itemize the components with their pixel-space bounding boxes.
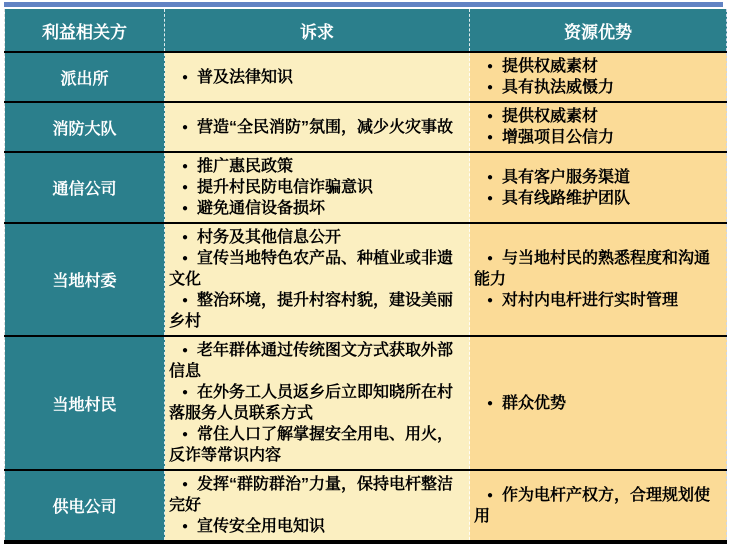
bullet-item — [169, 248, 465, 290]
bullet-item — [169, 340, 465, 382]
table-row — [5, 470, 727, 542]
table-row — [5, 152, 727, 223]
stakeholder-cell: 当地村委 — [5, 223, 165, 336]
bullet-icon: ● — [487, 397, 494, 409]
demands-cell — [165, 223, 470, 336]
bullet-item — [474, 485, 722, 527]
bullet-icon: ● — [487, 111, 494, 122]
demands-cell — [165, 336, 470, 470]
table-row — [5, 336, 727, 470]
bullet-item — [474, 56, 722, 77]
bullet-item-text: 具有线路维护团队 — [502, 189, 631, 207]
resources-cell — [470, 102, 727, 152]
top-accent-bar — [4, 2, 723, 7]
bullet-item-text: 村务及其他信息公开 — [197, 229, 342, 246]
bullet-icon: ● — [182, 232, 189, 243]
bullet-item — [169, 67, 465, 88]
bullet-item-text: 具有客户服务渠道 — [502, 168, 631, 186]
bullet-item — [474, 77, 722, 98]
bullet-item-text: 宣传安全用电知识 — [197, 518, 326, 535]
bullet-icon: ● — [182, 121, 189, 133]
table-frame — [4, 2, 727, 544]
bullet-item-text: 营造“全民消防”氛围，减少火灾事故 — [197, 118, 454, 136]
bullet-item — [474, 188, 722, 209]
bullet-item-text: 群众优势 — [502, 394, 567, 412]
resources-cell — [470, 52, 727, 102]
bullet-icon: ● — [182, 71, 189, 83]
bullet-item-text: 具有执法威慑力 — [502, 79, 615, 96]
bullet-item — [169, 227, 465, 248]
resources-cell — [470, 470, 727, 542]
bullet-item — [169, 156, 465, 177]
bullet-item-text: 提供权威素材 — [502, 108, 599, 125]
bullet-item-text: 常住人口了解掌握安全用电、用火，反诈等常识内容 — [169, 426, 454, 464]
bullet-item — [169, 177, 465, 198]
demands-cell — [165, 52, 470, 102]
stakeholder-cell: 当地村民 — [5, 336, 165, 470]
bullet-item-text: 提供权威素材 — [502, 58, 599, 75]
bullet-icon: ● — [487, 253, 494, 264]
bullet-icon: ● — [487, 489, 494, 501]
header-row — [5, 9, 727, 52]
bullet-item — [474, 290, 722, 311]
column-header-demands: 诉求 — [165, 9, 470, 52]
bullet-icon: ● — [182, 253, 189, 264]
bullet-item — [474, 248, 722, 290]
bullet-item-text: 整治环境，提升村容村貌，建设美丽乡村 — [169, 292, 454, 330]
bullet-item-text: 在外务工人员返乡后立即知晓所在村落服务人员联系方式 — [169, 384, 454, 422]
bullet-item — [169, 382, 465, 424]
resources-cell — [470, 223, 727, 336]
bullet-item-text: 与当地村民的熟悉程度和沟通能力 — [474, 250, 711, 288]
bullet-icon: ● — [487, 171, 494, 183]
bullet-item-text: 老年群体通过传统图文方式获取外部信息 — [169, 342, 454, 380]
bullet-icon: ● — [182, 203, 189, 214]
bullet-icon: ● — [182, 295, 189, 306]
stakeholder-cell: 派出所 — [5, 52, 165, 102]
bullet-icon: ● — [487, 132, 494, 143]
stakeholder-cell: 通信公司 — [5, 152, 165, 223]
bullet-item-text: 对村内电杆进行实时管理 — [502, 292, 679, 309]
table-row — [5, 223, 727, 336]
bullet-icon: ● — [182, 521, 189, 532]
table-row — [5, 52, 727, 102]
bullet-icon: ● — [182, 345, 189, 356]
demands-cell — [165, 152, 470, 223]
bullet-icon: ● — [182, 429, 189, 440]
table-row — [5, 102, 727, 152]
bullet-item-text: 作为电杆产权方，合理规划使用 — [474, 486, 711, 525]
bullet-icon: ● — [487, 61, 494, 72]
bullet-item — [474, 127, 722, 148]
bullet-icon: ● — [182, 161, 189, 172]
bullet-item — [169, 117, 465, 138]
bullet-icon: ● — [487, 82, 494, 93]
bullet-item — [169, 290, 465, 332]
bullet-item-text: 推广惠民政策 — [197, 158, 294, 175]
stakeholder-cell: 消防大队 — [5, 102, 165, 152]
bullet-item-text: 普及法律知识 — [197, 68, 294, 86]
bullet-item — [169, 424, 465, 466]
column-header-stakeholder: 利益相关方 — [5, 9, 165, 52]
bullet-item-text: 发挥“群防群治”力量，保持电杆整洁完好 — [169, 476, 454, 514]
bullet-icon: ● — [182, 182, 189, 193]
bullet-icon: ● — [487, 295, 494, 306]
bullet-item — [169, 516, 465, 537]
bullet-item — [474, 106, 722, 127]
bullet-item — [169, 198, 465, 219]
stakeholder-table — [4, 9, 727, 544]
bullet-icon: ● — [182, 479, 189, 490]
demands-cell — [165, 470, 470, 542]
bullet-item — [169, 474, 465, 516]
bullet-item-text: 避免通信设备损坏 — [197, 200, 326, 217]
demands-cell — [165, 102, 470, 152]
bullet-item-text: 提升村民防电信诈骗意识 — [197, 179, 374, 196]
bullet-item — [474, 393, 722, 414]
bullet-item-text: 宣传当地特色农产品、种植业或非遗文化 — [169, 250, 454, 288]
resources-cell — [470, 336, 727, 470]
bullet-item-text: 增强项目公信力 — [502, 129, 615, 146]
resources-cell — [470, 152, 727, 223]
column-header-resources: 资源优势 — [470, 9, 727, 52]
bullet-icon: ● — [487, 192, 494, 204]
bullet-icon: ● — [182, 387, 189, 398]
stakeholder-cell: 供电公司 — [5, 470, 165, 542]
bullet-item — [474, 167, 722, 188]
table-body — [5, 52, 727, 542]
